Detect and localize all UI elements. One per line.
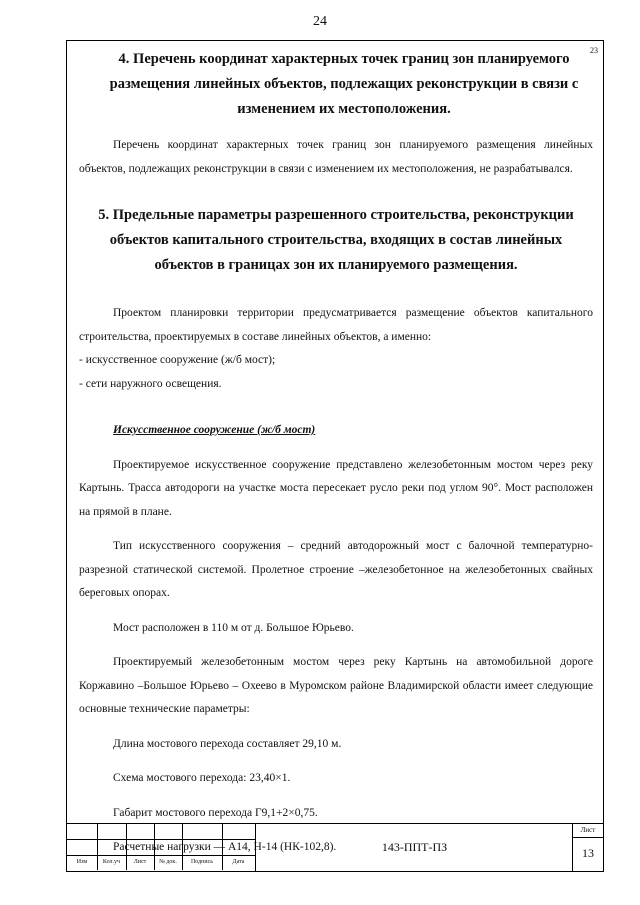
revision-labels (67, 857, 255, 870)
page-number: 24 (313, 14, 327, 29)
corner-number: 23 (590, 46, 598, 55)
document-content (79, 47, 593, 860)
label-doc-no: № док. (159, 859, 177, 865)
label-kol-uch: Кол.уч (102, 859, 121, 865)
sheet-cell (572, 824, 603, 871)
parameter-scheme: Схема мостового перехода: 23,40×1. (113, 772, 291, 784)
section-4-text: Перечень координат характерных точек границ зон планируемого размещения линейных объектов, подлежащих реконструкции в связи с изменением их местоположения, не разрабатывался. (79, 139, 593, 175)
label-signature: Подпись (190, 859, 214, 865)
list-item: - искусственное сооружение (ж/б мост); (79, 354, 276, 366)
paragraph: Проектируемое искусственное сооружение представлено железобетонным мостом через реку Картынь. Трасса автодороги на участке моста пересекает русло реки под углом 90°. Мост расположен на прямой в плане. (79, 458, 593, 518)
sheet-label: Лист (573, 824, 603, 838)
section-5-title: 5. Предельные параметры разрешенного строительства, реконструкции объектов капитального строительства, входящих в состав линейных объектов в границах зон их планируемого размещения. (98, 207, 574, 273)
section-4-title: 4. Перечень координат характерных точек границ зон планируемого размещения линейных объектов, подлежащих реконструкции в связи с изменением их местоположения. (109, 51, 579, 117)
paragraph: Тип искусственного сооружения – средний автодорожный мост с балочной температурно-разрезной статической системой. Пролетное строение –железобетонное на железобетонных свайных береговых опорах. (79, 540, 593, 599)
label-list: Лист (133, 859, 147, 865)
drawing-frame (66, 40, 604, 872)
sheet-number: 13 (582, 846, 594, 860)
paragraph: Проектируемый железобетонным мостом через реку Картынь на автомобильной дороге Коржавино –Большое Юрьево – Охеево в Муромском районе Владимирской области имеет следующие основные технические параметры: (79, 656, 593, 715)
parameter-loads: Расчетные нагрузки — А14, Н-14 (НК-102,8). (113, 841, 337, 853)
title-block (67, 823, 603, 871)
label-izm: Изм (76, 859, 88, 865)
label-date: Дата (232, 859, 245, 865)
parameter-length: Длина мостового перехода составляет 29,10 м. (113, 737, 342, 750)
subsection-heading: Искусственное сооружение (ж/б мост) (113, 424, 316, 436)
section-5-intro: Проектом планировки территории предусматривается размещение объектов капитального строительства, проектируемых в составе линейных объектов, а именно: (79, 307, 593, 343)
paragraph: Мост расположен в 110 м от д. Большое Юрьево. (113, 621, 354, 634)
list-item: - сети наружного освещения. (79, 377, 222, 390)
document-code: 143-ППТ-ПЗ (255, 824, 573, 871)
parameter-clearance: Габарит мостового перехода Г9,1+2×0,75. (113, 806, 318, 819)
